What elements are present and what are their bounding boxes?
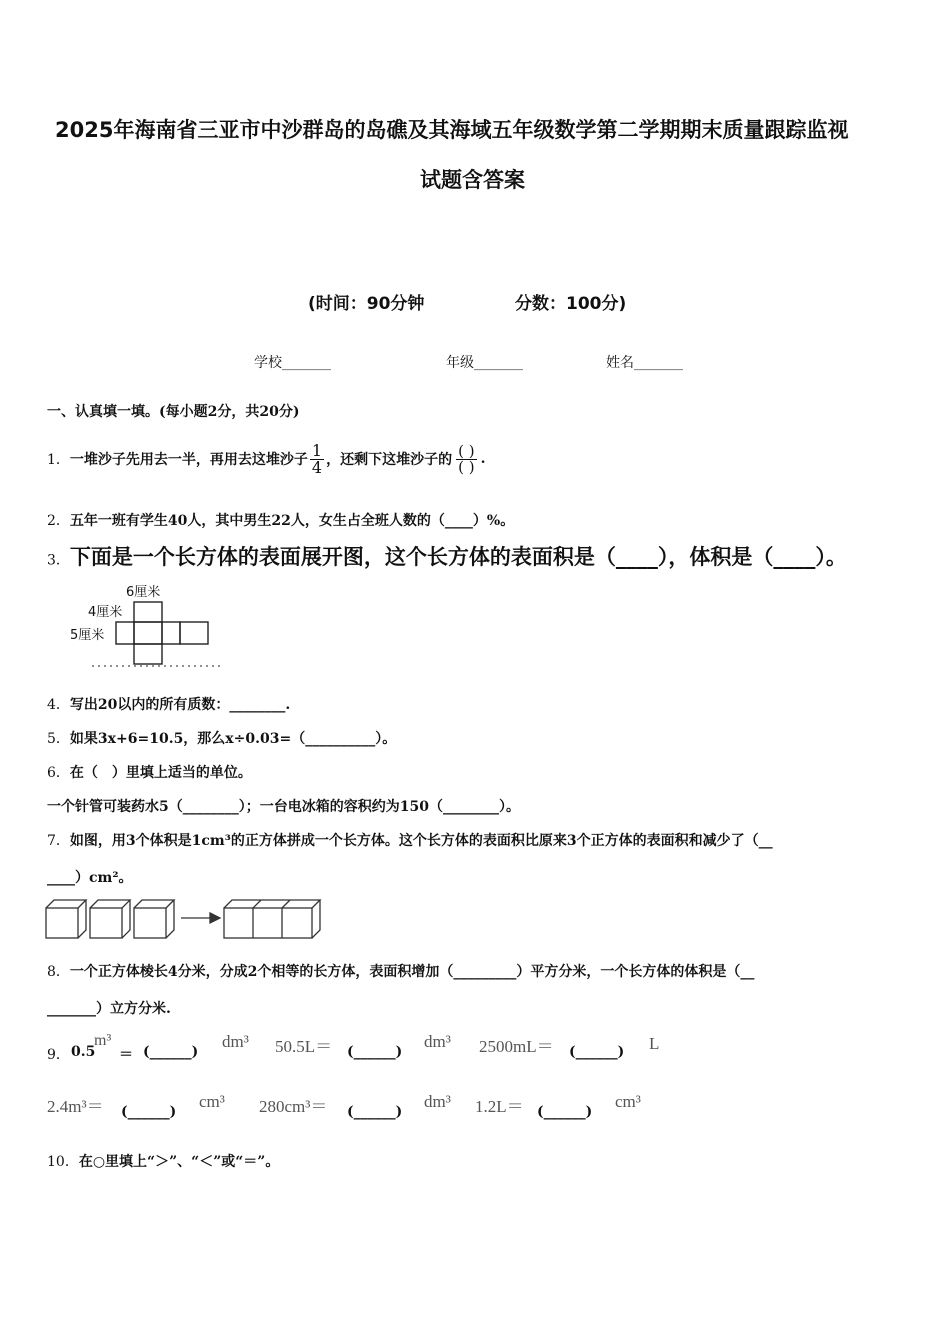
question-2 [47,510,514,530]
blank-denominator[interactable]: ( ) [458,457,475,476]
answer-blank[interactable]: (______) [143,1044,199,1060]
cubes-figure [44,896,334,944]
question-10 [47,1151,279,1171]
question-text: 在○里填上“＞”、“＜”或“＝”。 [78,1154,280,1170]
question-1 [47,434,485,484]
answer-blank[interactable]: (______) [569,1044,625,1060]
cube-2 [90,900,130,938]
dim-label-5cm: 5厘米 [70,628,105,643]
net-face-bottom [134,644,162,664]
question-number: 3． [47,552,70,569]
question-number: 9． [47,1047,70,1063]
question-7-line2: ____）cm²。 [47,870,133,886]
conv-unit: L [649,1034,660,1053]
question-4 [47,694,290,714]
exam-time: (时间：90分钟 [308,294,425,314]
grade-field[interactable]: 年级_______ [446,355,523,371]
question-6-line2: 一个针管可装药水5（________）；一台电冰箱的容积约为150（________）。 [47,799,520,815]
conv-unit: cm³ [615,1092,641,1111]
cube-3 [134,900,174,938]
conv-unit: cm³ [199,1092,225,1111]
conv-unit: m³ [94,1032,112,1049]
answer-blank[interactable]: (______) [121,1104,177,1120]
cuboid [224,900,320,938]
question-text: 五年一班有学生40人，其中男生22人，女生占全班人数的（____）%。 [69,513,515,529]
name-field[interactable]: 姓名_______ [606,355,683,371]
arrow-icon [181,913,220,923]
exam-score: 分数：100分) [515,294,627,314]
conv-expression: 50.5L＝ [275,1037,333,1056]
question-end: . [480,451,486,467]
question-8-line2: _______）立方分米. [47,1001,171,1017]
question-text: 如果3x+6=10.5，那么x÷0.03=（__________）。 [69,731,397,747]
answer-blank[interactable]: (______) [347,1104,403,1120]
dim-label-4cm: 4厘米 [88,605,123,620]
net-face-back [180,622,208,644]
doc-title-line1: 2025年海南省三亚市中沙群岛的岛礁及其海域五年级数学第二学期期末质量跟踪监视 [55,118,849,142]
conv-expression: 2500mL＝ [479,1037,554,1056]
net-face-top [134,602,162,622]
conv-unit: dm³ [222,1032,249,1051]
question-number: 7． [47,833,70,849]
answer-fraction-blank[interactable] [456,441,476,476]
question-text: 如图，用3个体积是1cm³的正方体拼成一个长方体。这个长方体的表面积比原来3个正方体的表面积和减少了（__ [69,833,773,849]
conv-expression: 280cm³＝ [259,1097,328,1116]
conv-unit: dm³ [424,1032,451,1051]
question-8 [47,961,754,981]
question-text: 在（ ）里填上适当的单位。 [69,765,252,781]
school-field[interactable]: 学校_______ [254,355,331,371]
net-face-right [162,622,180,644]
question-number: 4． [47,697,70,713]
question-7 [47,830,773,850]
net-face-front [134,622,162,644]
question-number: 8． [47,964,70,980]
question-text: 下面是一个长方体的表面展开图，这个长方体的表面积是（____），体积是（____）。 [69,544,847,569]
doc-title-line2: 试题含答案 [420,168,525,192]
section-heading: 一、认真填一填。(每小题2分，共20分) [47,404,300,420]
question-number: 2． [47,513,70,529]
fraction-numerator: 1 [311,440,323,460]
conv-equals: ＝ [119,1047,133,1063]
question-text: ，还剩下这堆沙子的 [326,452,453,468]
fraction-denominator: 4 [311,457,323,477]
question-5 [47,728,396,748]
question-number: 10． [47,1154,79,1170]
question-number: 1． [47,452,70,468]
answer-blank[interactable]: (______) [537,1104,593,1120]
question-3 [47,541,847,571]
question-text: 写出20以内的所有质数：________. [69,697,291,713]
question-number: 6． [47,765,70,781]
question-number: 5． [47,731,70,747]
net-face-left [116,622,134,644]
question-text: 一堆沙子先用去一半，再用去这堆沙子 [69,452,308,468]
blank-numerator[interactable]: ( ) [458,441,475,460]
question-6 [47,762,252,782]
conv-unit: dm³ [424,1092,451,1111]
conv-expression: 2.4m³＝ [47,1097,104,1116]
question-text: 一个正方体棱长4分米，分成2个相等的长方体，表面积增加（_________）平方分米，一个长方体的体积是（__ [69,964,755,980]
conv-value: 0.5 [71,1044,96,1060]
conv-expression: 1.2L＝ [475,1097,524,1116]
answer-blank[interactable]: (______) [347,1044,403,1060]
cube-1 [46,900,86,938]
dim-label-6cm: 6厘米 [126,585,161,600]
fraction-one-quarter [310,440,324,477]
